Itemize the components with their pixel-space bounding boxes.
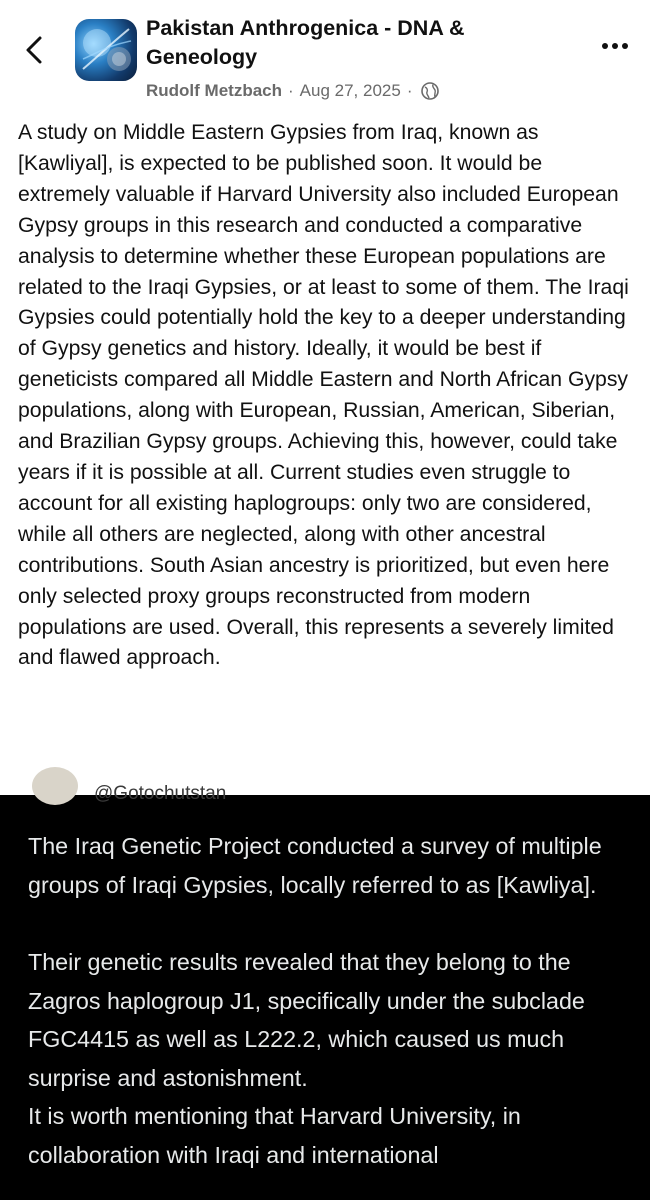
group-avatar[interactable] — [75, 19, 137, 81]
dna-image-icon — [75, 19, 137, 81]
back-button[interactable] — [20, 28, 52, 72]
embedded-handle: @Gotochutstan — [94, 783, 227, 804]
meta-separator: · — [288, 81, 294, 100]
author-name[interactable]: Rudolf Metzbach — [146, 81, 282, 100]
embedded-paragraph-2: Their genetic results revealed that they belong to the Zagros haplogroup J1, specifically under the subclade FGC4415 as well as L222.2, which caused us much surprise and astonishment. — [28, 949, 585, 1092]
meta-separator-2: · — [406, 81, 413, 100]
embedded-paragraph-1: The Iraq Genetic Project conducted a survey of multiple groups of Iraqi Gypsies, locally referred to as [Kawliya]. — [28, 833, 602, 898]
more-horizontal-icon — [600, 36, 630, 56]
post-meta — [146, 78, 439, 104]
chevron-left-icon — [20, 28, 52, 72]
group-title[interactable]: Pakistan Anthrogenica - DNA & Geneology — [146, 16, 465, 69]
embedded-screenshot[interactable] — [0, 783, 650, 1200]
more-options-button[interactable] — [600, 36, 630, 56]
embedded-avatar — [32, 767, 78, 805]
globe-icon — [421, 82, 439, 100]
post-date[interactable]: Aug 27, 2025 — [299, 81, 401, 100]
embedded-paragraph-3: It is worth mentioning that Harvard University, in collaboration with Iraqi and international — [28, 1103, 521, 1168]
post-header — [0, 0, 650, 112]
post-body-text: A study on Middle Eastern Gypsies from Iraq, known as [Kawliyal], is expected to be published soon. It would be extremely valuable if Harvard University also included European Gypsy groups in this research and conducted a comparative analysis to determine whether these European populations are related to the Iraqi Gypsies, or at least to some of them. The Iraqi Gypsies could potentially hold the key to a deeper understanding of Gypsy genetics and history. Ideally, it would be best if geneticists compared all Middle Eastern and North African Gypsy populations, along with European, Russian, American, Siberian, and Brazilian Gypsy groups. Achieving this, however, could take years if it is possible at all. Current studies even struggle to account for all existing haplogroups: only two are considered, while all others are neglected, along with other ancestral contributions. South Asian ancestry is prioritized, but even here only selected proxy groups reconstructed from modern populations are used. Overall, this represents a severely limited and flawed approach. — [18, 121, 629, 670]
